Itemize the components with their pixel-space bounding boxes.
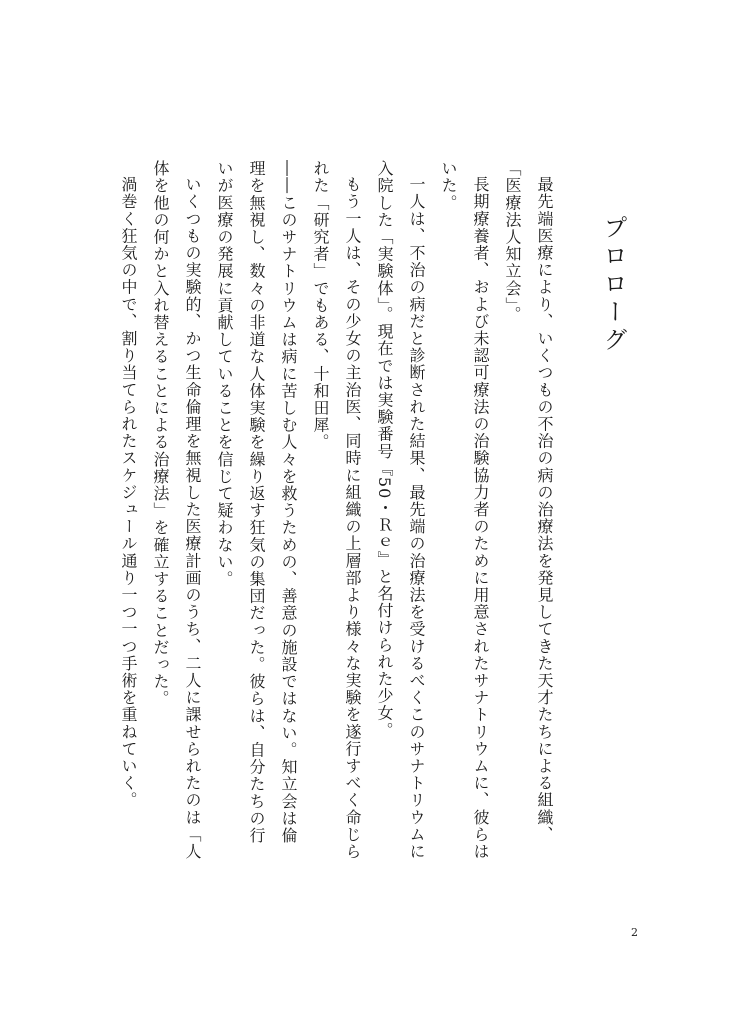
paragraph: 長期療養者、および未認可療法の治験協力者のために用意されたサナトリウムに、彼らはいた。 bbox=[439, 160, 490, 860]
body-text bbox=[119, 160, 560, 860]
paragraph: ――このサナトリウムは病に苦しむ人々を救うための、善意の施設ではない。知立会は倫理を無視し、数々の非道な人体実験を繰り返す狂気の集団だった。彼らは、自分たちの行いが医療の発展に貢献していることを信じて疑わない。 bbox=[215, 160, 298, 844]
page-number: 2 bbox=[631, 926, 638, 939]
paragraph: 最先端医療により、いくつもの不治の病の治療法を発見してきた天才たちによる組織、「医療法人知立会」。 bbox=[503, 160, 554, 843]
paragraph: 渦巻く狂気の中で、割り当てられたスケジュール通り一つ一つ手術を重ねていく。 bbox=[119, 176, 138, 809]
paragraph: もう一人は、その少女の主治医、同時に組織の上層部より様々な実験を遂行すべく命じられた「研究者」でもある、十和田犀。 bbox=[311, 160, 362, 860]
paragraph: いくつもの実験的、かつ生命倫理を無視した医療計画のうち、二人に課せられたのは「人体を他の何かと入れ替えることによる治療法」を確立することだった。 bbox=[151, 160, 202, 860]
chapter-title: プロローグ bbox=[599, 215, 628, 355]
paragraph: 一人は、不治の病だと診断された結果、最先端の治療法を受けるべくこのサナトリウムに入院した「実験体」。現在では実験番号『50・Ｒｅ』と名付けられた少女。 bbox=[375, 160, 426, 860]
